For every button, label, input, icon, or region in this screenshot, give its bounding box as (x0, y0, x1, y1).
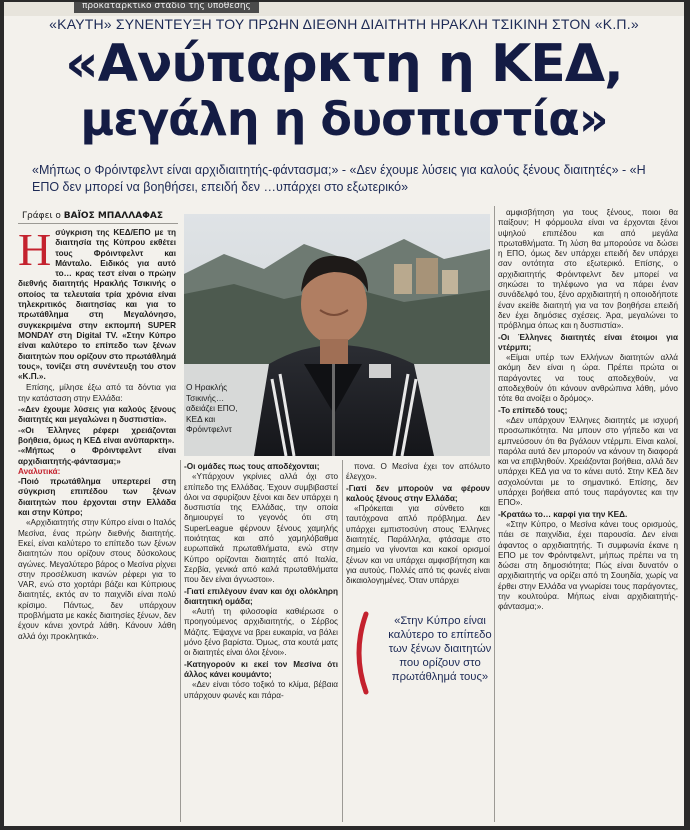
dropcap: Η (18, 224, 52, 275)
intro-line: «ΚΑΥΤΗ» ΣΥΝΕΝΤΕΥΞΗ ΤΟΥ ΠΡΩΗΝ ΔΙΕΘΝΗ ΔΙΑΙΤΗΤΗ ΗΡΑΚΛΗ ΤΣΙΚΙΝΗ ΣΤΟΝ «Κ.Π.» (49, 16, 639, 32)
interview-answer: πονα. Ο Μεσίνα έχει τον απόλυτο έλεγχο». (346, 462, 490, 482)
photo-caption: Ο Ηρακλής Τσικινής… αδειάζει ΕΠΟ, ΚΕΔ και Φρόιντφελντ (186, 382, 238, 434)
headline-line-2: μεγάλη η δυσπιστία» (80, 92, 608, 146)
bullet-quote: -«Οι Έλληνες ρέφερι χρειάζονται βοήθεια, όμως η ΚΕΔ είναι ανύπαρκτη». (18, 425, 176, 445)
bullet-quote: -«Δεν έχουμε λύσεις για καλούς ξένους διαιτητές και μεγαλώνει η δυσπιστία». (18, 405, 176, 425)
pull-quote-bracket (348, 610, 374, 696)
column-3 (346, 462, 490, 588)
column-1 (18, 224, 176, 643)
column-divider-3 (494, 206, 495, 822)
subheadline: «Μήπως ο Φρόιντφελντ είναι αρχιδιαιτητής-φάντασμα;» - «Δεν έχουμε λύσεις για καλούς ξένους διαιτητές» - «Η ΕΠΟ δεν μπορεί να βοηθήσει, επειδή δεν …υπάρχει στο εξωτερικό» (32, 163, 646, 194)
column-4 (498, 208, 678, 614)
top-strip (4, 2, 684, 16)
interview-answer: «Υπάρχουν γκρίνιες αλλά όχι στο επίπεδο της Ελλάδας. Έχουν συμβιβαστεί όλοι να σφυρίζουν ξένοι και δεν υπάρχει η δυσπιστία της Ελλάδας, την οποία δημιουργεί το γεγονός ότι στη SuperLeague φέρνουν ξένους χαμηλής ποιότητας και από χαμηλόβαθμα ευρωπαϊκά πρωταθλήματα, ενώ στην Κύπρο ορίζονται διαιτητές από Ιταλία, Σερβία, γενικά από καλά πρωταθλήματα που δεν είναι άγνωστοι». (184, 472, 338, 585)
newspaper-page (4, 2, 684, 826)
pull-quote: «Στην Κύπρο είναι καλύτερο το επίπεδο των ξένων διαιτητών που ορίζουν στο πρωτάθλημά τους» (388, 615, 492, 683)
column-divider-1 (180, 460, 181, 822)
column-2 (184, 462, 338, 702)
byline-prefix: Γράφει ο (22, 211, 61, 221)
headline-line-1: «Ανύπαρκτη η ΚΕΔ, (65, 34, 623, 94)
column-divider-2 (342, 460, 343, 822)
byline-author: ΒΑΪΟΣ ΜΠΑΛΛΑΦΑΣ (63, 211, 163, 221)
interview-question: -Κρατάω το… καρφί για την ΚΕΔ. (498, 509, 628, 519)
interview-answer: «Αυτή τη φιλοσοφία καθιέρωσε ο προηγούμενος αρχιδιαιτητής, ο Σέρβος Μάζιτς. Έψαχνε να βρει ευκαιρία, να βάλει μόνο ξένο βαρίστα. Όμως, στα κουτά ματς οι διαιτητές είναι όλοι ξένοι». (184, 607, 338, 658)
interview-question: -Το επίπεδό τους; (498, 405, 568, 415)
interview-question: -Γιατί επιλέγουν έναν και όχι ολόκληρη διαιτητική ομάδα; (184, 586, 338, 606)
interview-answer: «Είμαι υπέρ των Ελλήνων διαιτητών αλλά ακόμη δεν είναι η ώρα. Πρέπει πρώτα οι παράγοντες να τους αποδεχθούν, να αποδεχθούν ότι κάνουν ανθρώπινα λάθη, μόνο τότε θα ανοίξει ο δρόμος». (498, 353, 678, 404)
bullet-quote: -«Μήπως ο Φρόιντφελντ είναι αρχιδιαιτητής-φάντασμα;» (18, 446, 176, 466)
interview-answer: «Αρχιδιαιτητής στην Κύπρο είναι ο Ιταλός Μεσίνα, ένας πρώην διεθνής διαιτητής. Εκεί, είναι καλύτερο το επίπεδο των ξένων διαιτητών που ορίζουν στους δύσκολους αγώνες. Μεγαλύτερο βάρος ο Μεσίνα ρίχνει στην προσέλκυση ικανών ρέφερι για το VAR, ενώ στο χορτάρι βάζει και Κύπριους διαιτητές, εκτός αν το παιχνίδι είναι πολύ κρίσιμο. Πάντως, δεν υπάρχουν προβλήματα με κακές διαιτησίες ξένων, δεν έχουν κάνει χοντρά λάθη. Κάνουν λάθη αλλά όχι προκλητικά». (18, 518, 176, 641)
headline (4, 34, 684, 146)
kicker-tag: προκαταρκτικό στάδιο της υπόθεσης (74, 2, 259, 13)
interview-question: -Οι ομάδες πως τους αποδέχονται; (184, 462, 320, 471)
lead-paragraph: σύγκριση της ΚΕΔ/ΕΠΟ με τη διαιτησία της Κύπρου εκθέτει τους Φρόιντφελντ και Μάνταλο. Ειδικός για αυτό το… κρας τεστ είναι ο πρώην διεθνής διαιτητής Ηρακλής Τσικινής ο οποίος τα τελευταία τρία χρόνια είναι τηλεκριτικός διαιτησίας και για το πρωτάθλημα στη Μεγαλόνησο, συγκεκριμένα στην εκπομπή SUPER MONDAY στη Digital TV. «Στην Κύπρο είναι καλύτερο το επίπεδο των ξένων διαιτητών που ορίζουν στο πρωτάθλημά τους», τονίζει στη συνέντευξη του στον «Κ.Π.». (18, 228, 176, 382)
interview-answer: «Δεν υπάρχουν Έλληνες διαιτητές με ισχυρή προσωπικότητα. Να μπουν στο γήπεδο και να εμπνεύσουν ότι θα βγάλουν ντέρμπι. Είναι καλοί, παρόλα αυτά δεν μπορούν να κάνουν τη διαφορά και να επιβληθούν. Χρειάζονται βοήθεια, αλλά δεν υπάρχει ΚΕΔ για να το κάνει αυτό. Στην ΚΕΔ δεν ασχολούνται με το σημαντικό. Επίσης, δεν υπάρχει βοήθεια από τους παράγοντες και την ΕΠΟ». (498, 415, 678, 508)
interview-answer: αμφισβήτηση για τους ξένους, ποιοι θα παίξουν; Η φόρμουλα είναι να έρχονται ξένοι υψηλού επιπέδου και από μεγάλα πρωταθλήματα. Τη λύση θα μπορούσε να δώσει η ΕΠΟ, όμως δεν υπάρχει επειδή δεν υπάρχει σαν οντότητα στο εξωτερικό. Επίσης, ο αρχιδιαιτητής Φρόιντφελντ δεν μπορεί να σηκώσει το τηλέφωνο για να πάρει έναν συνάδελφό του, ξένο αρχιδιαιτητή η οποιοδήποτε έναν εκείθε διαιτητή για να τον βοηθήσει επειδή δεν έχει δημόσιες σχέσεις. Άρα, μεγαλώνει το πρόβλημα όπως και η δυσπιστία». (498, 208, 678, 331)
byline (22, 211, 163, 221)
interview-answer: «Πρόκειται για σύνθετο και ταυτόχρονα απλό πρόβλημα. Δεν υπάρχει εμπιστοσύνη στους Έλληνες διαιτητές. Παράλληλα, φτάσαμε στο σημείο να γίνονται και κακοί ορισμοί ξένων και να υπάρχει αμφισβήτηση και για αυτούς. Πολλές από τις φωνές είναι δικαιολογημένες. Όταν υπάρχει (346, 504, 490, 586)
interview-question: -Κατηγορούν κι εκεί τον Μεσίνα ότι άλλος κάνει κουμάντο; (184, 659, 338, 679)
interview-question: -Οι Έλληνες διαιτητές είναι έτοιμοι για ντέρμπι; (498, 332, 678, 352)
paragraph: Επίσης, μίλησε έξω από τα δόντια για την κατάσταση στην Ελλάδα: (18, 383, 176, 403)
interview-question: -Γιατί δεν μπορούν να φέρουν καλούς ξένους στην Ελλάδα; (346, 483, 490, 503)
section-label: Αναλυτικά: (18, 466, 61, 476)
interview-question: -Ποιό πρωτάθλημα υπερτερεί στη σύγκριση επιπέδου των ξένων διαιτητών που έρχονται στην Ελλάδα και στην Κύπρο; (18, 477, 176, 518)
interview-answer: «Στην Κύπρο, ο Μεσίνα κάνει τους ορισμούς, πάει σε παιχνίδια, έχει παρουσία. Δεν είναι άφαντος ο αρχιδιαιτητής. Τι συμφωνία έκανε η ΕΠΟ με τον Φρόιντφελντ, μήπως πρέπει να τη δώσει στη δημοσιότητα; Πώς είναι δυνατόν ο αρχιδιαιτητής να ορίζει από τη Σουηδία, χωρίς να έρθει στην Ελλάδα να γνωρίσει τους παράγοντες, την κουλτούρα. Μήπως είναι αρχιδιαιτητής-φάντασμα;». (498, 519, 678, 612)
interview-answer: «Δεν είναι τόσο τοξικό το κλίμα, βέβαια υπάρχουν φωνές και πάρα- (184, 680, 338, 700)
